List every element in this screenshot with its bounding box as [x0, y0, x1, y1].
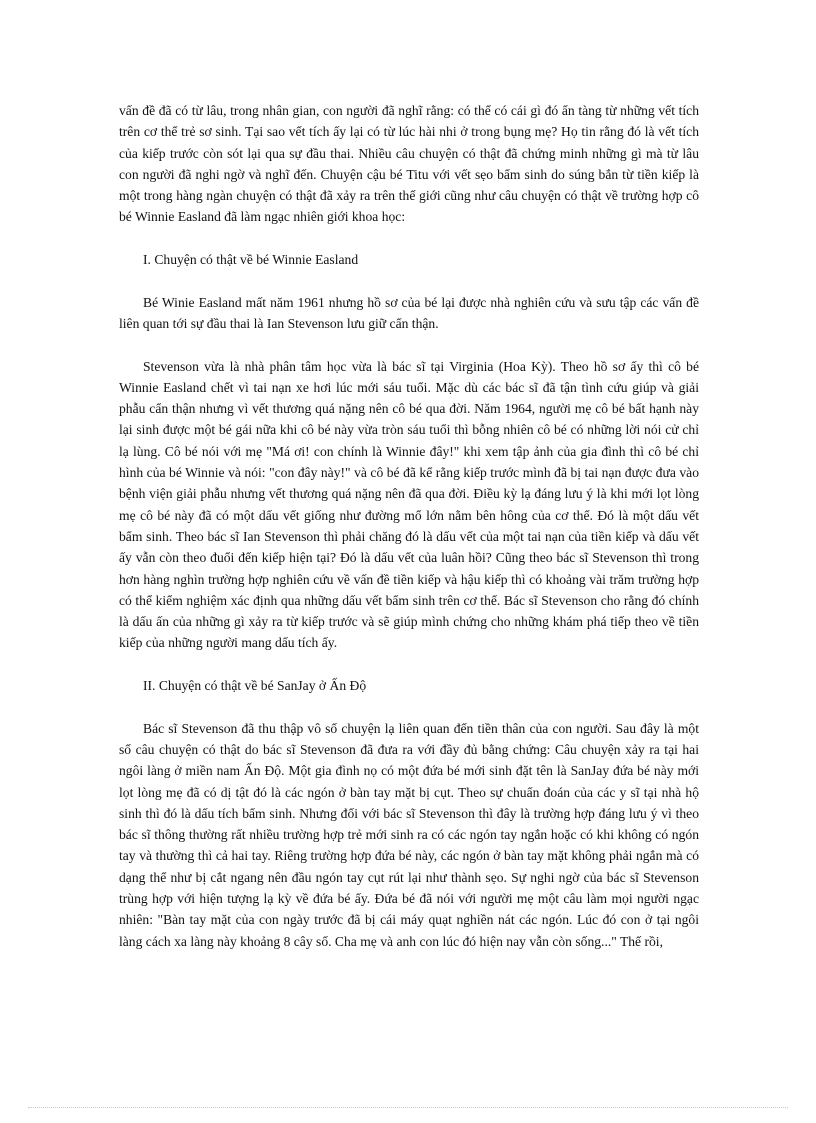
- winnie-paragraph-2: Stevenson vừa là nhà phân tâm học vừa là bác sĩ tại Virginia (Hoa Kỳ). Theo hồ sơ ấy thì cô bé Winnie Easland chết vì tai nạn xe hơi lúc mới sáu tuổi. Mặc dù các bác sĩ đã tận tình cứu giúp và giải phẫu cẩn thận nhưng vì vết thương quá nặng nên cô bé qua đời. Năm 1964, người mẹ cô bé bất hạnh này lại sinh được một bé gái nữa khi cô bé này vừa tròn sáu tuổi thì bỗng nhiên cô bé có những lời nói cử chỉ lạ lùng. Cô bé nói với mẹ "Má ơi! con chính là Winnie đây!" khi xem tập ảnh của gia đình thì cô bé chỉ hình của bé Winnie và nói: "con đây này!" và cô bé đã kể rằng kiếp trước mình đã bị tai nạn được đưa vào bệnh viện giải phẫu nhưng vết thương quá nặng nên đã qua đời. Điều kỳ lạ đáng lưu ý là khi mới lọt lòng mẹ cô bé này đã có một dấu vết giống như đường mổ lớn nằm bên hông của cơ thể. Đó là một dấu vết bẩm sinh. Theo bác sĩ Ian Stevenson thì phải chăng đó là dấu vết của một tai nạn của tiền kiếp và dấu vết ấy vẫn còn theo đuổi đến kiếp hiện tại? Đó là dấu vết của luân hồi? Cũng theo bác sĩ Stevenson thì trong hơn hàng nghìn trường hợp nghiên cứu về vấn đề tiền kiếp và hậu kiếp thì có khoảng vài trăm trường hợp có thể kiểm nghiệm xác định qua những dấu vết bẩm sinh trên cơ thể. Bác sĩ Stevenson cho rằng đó chính là dấu ấn của những gì xảy ra từ kiếp trước và sẽ giúp mình chứng cho những khám phá tiếp theo về tiền kiếp của những người mang dấu tích ấy.: [119, 358, 699, 651]
- intro-paragraph: vấn đề đã có từ lâu, trong nhân gian, con người đã nghĩ rằng: có thể có cái gì đó ẩn tàng từ những vết tích trên cơ thể trẻ sơ sinh. Tại sao vết tích ấy lại có từ lúc hài nhi ở trong bụng mẹ? Họ tin rằng đó là vết tích của kiếp trước còn sót lại qua sự đầu thai. Nhiều câu chuyện có thật đã chứng minh những gì mà từ lâu con người đã nghi ngờ và nghĩ đến. Chuyện cậu bé Titu với vết sẹo bẩm sinh do súng bắn từ tiền kiếp là một trong hàng ngàn chuyện có thật đã xảy ra trên thế giới cũng như câu chuyện có thật về trường hợp cô bé Winnie Easland đã làm ngạc nhiên giới khoa học:: [119, 103, 699, 225]
- page-bottom-divider: [28, 1107, 788, 1108]
- winnie-paragraph-1: Bé Winie Easland mất năm 1961 nhưng hồ sơ của bé lại được nhà nghiên cứu và sưu tập các vấn đề liên quan tới sự đầu thai là Ian Stevenson lưu giữ cẩn thận.: [119, 294, 699, 331]
- sanjay-paragraph-1: Bác sĩ Stevenson đã thu thập vô số chuyện lạ liên quan đến tiền thân của con người. Sau đây là một số câu chuyện có thật do bác sĩ Stevenson đã đưa ra với đầy đủ bằng chứng: Câu chuyện xảy ra tại hai ngôi làng ở miền nam Ấn Độ. Một gia đình nọ có một đứa bé mới sinh đặt tên là SanJay đứa bé này mới lọt lòng mẹ đã có dị tật đó là các ngón ở bàn tay mặt bị cụt. Theo sự chuẩn đoán của các y sĩ tại nhà hộ sinh thì đó là dấu tích bẩm sinh. Nhưng đối với bác sĩ Stevenson thì đây là trường hợp đáng lưu ý vì theo bác sĩ thông thường rất nhiều trường hợp trẻ mới sinh ra có các ngón tay ngắn hoặc có khi không có ngón tay và thường thì cả hai tay. Riêng trường hợp đứa bé này, các ngón ở bàn tay mặt không phải ngắn mà có dạng thể như bị cắt ngang nên đầu ngón tay cụt rút lại như thành sẹo. Sự nghi ngờ của bác sĩ Stevenson trùng hợp với hiện tượng lạ kỳ về đứa bé ấy. Đứa bé đã nói với người mẹ một câu làm mọi người ngạc nhiên: "Bàn tay mặt của con ngày trước đã bị cái máy quạt nghiền nát các ngón. Lúc đó con ở tại ngôi làng cách xa làng này khoảng 8 cây số. Cha mẹ và anh con lúc đó hiện nay vẫn còn sống..." Thế rồi,: [119, 720, 699, 949]
- section-heading-sanjay: II. Chuyện có thật về bé SanJay ở Ấn Độ: [143, 678, 367, 694]
- section-heading-winnie: I. Chuyện có thật về bé Winnie Easland: [143, 252, 359, 268]
- document-page: [119, 100, 699, 952]
